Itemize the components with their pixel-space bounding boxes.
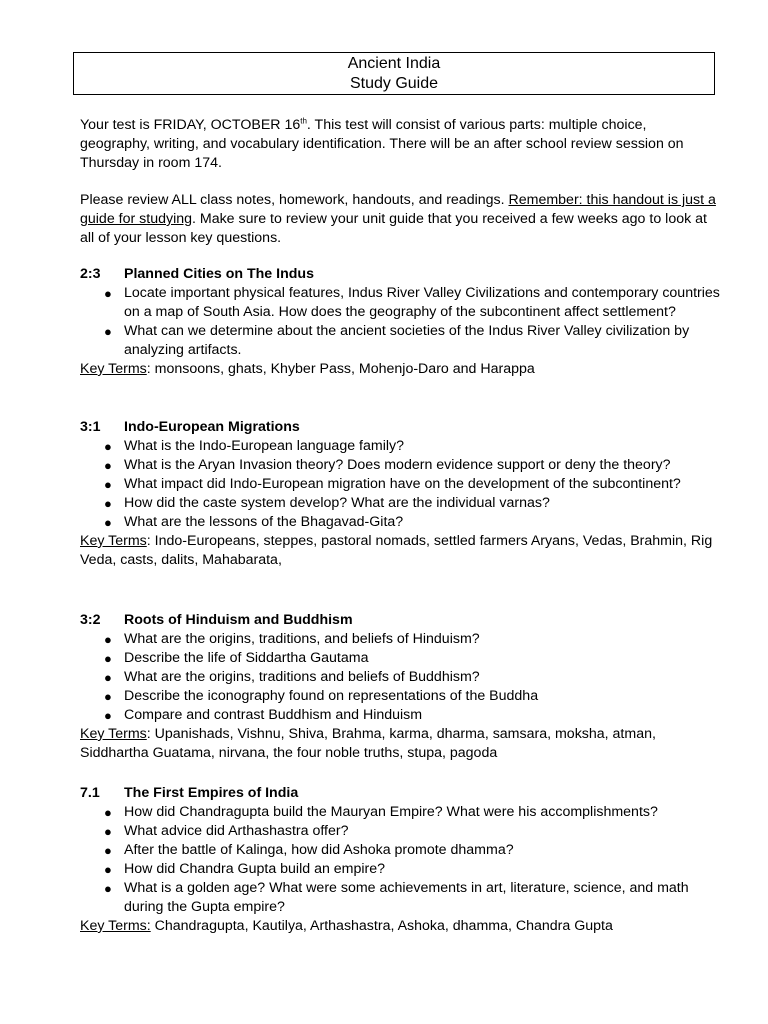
list-item-text: What are the origins, traditions and beliefs of Buddhism? — [124, 669, 480, 685]
bullet-icon: ● — [104, 515, 112, 530]
key-terms-separator: : — [146, 361, 151, 377]
section-number: 3:2 — [80, 612, 101, 628]
intro-text: Please review ALL class notes, homework, handouts, and readings. — [80, 192, 509, 208]
key-terms-label: Key Terms — [80, 533, 147, 549]
intro-text: . Make sure to review your unit guide that you received a few weeks ago to look at all of your lesson key questions. — [80, 211, 707, 246]
section-first-empires — [80, 784, 720, 936]
key-terms-label: Key Terms — [80, 726, 147, 742]
key-terms-text: Upanishads, Vishnu, Shiva, Brahma, karma, dharma, samsara, moksha, atman, Siddhartha Guatama, nirvana, the four noble truths, stupa, pagoda — [80, 726, 656, 761]
bullet-icon: ● — [104, 632, 112, 647]
page-title: Ancient India — [347, 55, 441, 72]
bullet-icon: ● — [104, 843, 112, 858]
list-item-text: Locate important physical features, Indus River Valley Civilizations and contemporary countries on a map of South Asia. How does the geography of the subcontinent affect settlement? — [124, 285, 720, 320]
list-item — [80, 649, 720, 668]
bullet-icon: ● — [104, 286, 112, 301]
question-list — [80, 803, 720, 917]
list-item — [80, 860, 720, 879]
list-item-text: How did Chandragupta build the Mauryan Empire? What were his accomplishments? — [124, 804, 658, 820]
section-number: 2:3 — [80, 266, 101, 282]
list-item-text: Describe the iconography found on representations of the Buddha — [124, 688, 539, 704]
list-item-text: What are the origins, traditions, and beliefs of Hinduism? — [124, 631, 480, 647]
bullet-icon: ● — [104, 824, 112, 839]
ordinal-superscript: th — [300, 116, 307, 126]
list-item — [80, 630, 720, 649]
bullet-icon: ● — [104, 477, 112, 492]
list-item-text: Compare and contrast Buddhism and Hinduism — [124, 707, 423, 723]
section-title: Indo-European Migrations — [124, 419, 300, 435]
bullet-icon: ● — [104, 805, 112, 820]
key-terms-text: Chandragupta, Kautilya, Arthashastra, Ashoka, dhamma, Chandra Gupta — [150, 918, 613, 934]
title-box — [73, 52, 715, 95]
key-terms — [80, 725, 720, 763]
section-planned-cities — [80, 265, 720, 379]
section-heading — [80, 784, 720, 803]
key-terms-text: Indo-Europeans, steppes, pastoral nomads, settled farmers Aryans, Vedas, Brahmin, Rig Veda, casts, dalits, Mahabarata, — [80, 533, 713, 568]
section-number: 7.1 — [80, 785, 100, 801]
list-item — [80, 668, 720, 687]
key-terms-separator: : — [146, 533, 151, 549]
key-terms-separator: : — [146, 726, 151, 742]
question-list — [80, 284, 720, 360]
list-item-text: After the battle of Kalinga, how did Ashoka promote dhamma? — [124, 842, 514, 858]
section-heading — [80, 418, 720, 437]
bullet-icon: ● — [104, 651, 112, 666]
list-item — [80, 687, 720, 706]
list-item — [80, 322, 720, 360]
section-hinduism-buddhism — [80, 611, 720, 763]
list-item-text: Describe the life of Siddartha Gautama — [124, 650, 369, 666]
list-item — [80, 841, 720, 860]
bullet-icon: ● — [104, 324, 112, 339]
list-item-text: What can we determine about the ancient societies of the Indus River Valley civilization by analyzing artifacts. — [124, 323, 690, 358]
page-subtitle: Study Guide — [349, 75, 439, 92]
list-item — [80, 437, 720, 456]
key-terms-label: Key Terms: — [80, 918, 151, 934]
reminder-underlined: Remember: this handout is just a guide for studying — [80, 192, 716, 227]
list-item-text: What is the Indo-European language family? — [124, 438, 404, 454]
intro-paragraph-test-date — [80, 116, 720, 173]
key-terms-label: Key Terms — [80, 361, 147, 377]
list-item — [80, 475, 720, 494]
bullet-icon: ● — [104, 708, 112, 723]
section-title: Planned Cities on The Indus — [124, 266, 314, 282]
list-item-text: How did Chandra Gupta build an empire? — [124, 861, 386, 877]
section-number: 3:1 — [80, 419, 101, 435]
list-item — [80, 822, 720, 841]
list-item — [80, 706, 720, 725]
intro-text: Your test is FRIDAY, OCTOBER 16 — [80, 117, 301, 133]
list-item — [80, 513, 720, 532]
list-item — [80, 803, 720, 822]
intro-text: . This test will consist of various parts: multiple choice, geography, writing, and vocabulary identification. There will be an after school review session on Thursday in room 174. — [80, 117, 684, 171]
list-item-text: What advice did Arthashastra offer? — [124, 823, 349, 839]
bullet-icon: ● — [104, 689, 112, 704]
bullet-icon: ● — [104, 496, 112, 511]
bullet-icon: ● — [104, 670, 112, 685]
list-item-text: How did the caste system develop? What are the individual varnas? — [124, 495, 550, 511]
question-list — [80, 437, 720, 532]
intro-paragraph-review — [80, 191, 720, 248]
section-heading — [80, 611, 720, 630]
question-list — [80, 630, 720, 725]
bullet-icon: ● — [104, 881, 112, 896]
list-item-text: What are the lessons of the Bhagavad-Gita? — [124, 514, 404, 530]
key-terms — [80, 917, 720, 936]
section-heading — [80, 265, 720, 284]
list-item — [80, 879, 720, 917]
list-item — [80, 284, 720, 322]
section-title: The First Empires of India — [124, 785, 299, 801]
key-terms-text: monsoons, ghats, Khyber Pass, Mohenjo-Daro and Harappa — [150, 361, 535, 377]
list-item-text: What impact did Indo-European migration have on the development of the subcontinent? — [124, 476, 681, 492]
bullet-icon: ● — [104, 439, 112, 454]
list-item-text: What is a golden age? What were some achievements in art, literature, science, and math during the Gupta empire? — [124, 880, 689, 915]
section-indo-european — [80, 418, 720, 570]
list-item — [80, 456, 720, 475]
list-item-text: What is the Aryan Invasion theory? Does modern evidence support or deny the theory? — [124, 457, 671, 473]
bullet-icon: ● — [104, 458, 112, 473]
section-title: Roots of Hinduism and Buddhism — [124, 612, 353, 628]
key-terms — [80, 360, 720, 379]
list-item — [80, 494, 720, 513]
key-terms — [80, 532, 720, 570]
bullet-icon: ● — [104, 862, 112, 877]
